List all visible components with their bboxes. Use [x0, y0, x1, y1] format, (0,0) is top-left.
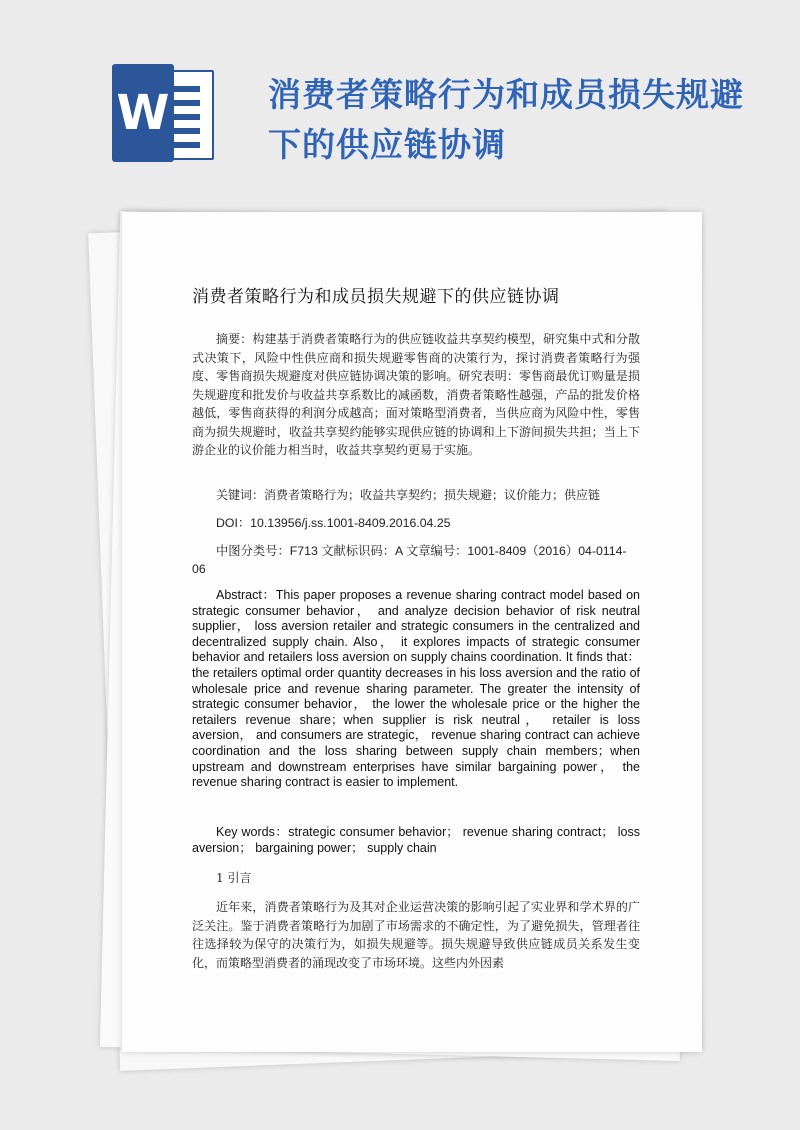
- section-heading: 1 引言: [216, 871, 252, 885]
- abstract-english: Abstract：This paper proposes a revenue sharing contract model based on strategic consumer behavior， and analyze decision behavior of risk neutral supplier， loss aversion retailer and strategic consumers in the centralized and decentralized supply chain. Also， it explores impacts of strategic consumer behavior and retailers loss aversion on supply chains coordination. It finds that： the retailers optimal order quantity decreases in his loss aversion and the ratio of wholesale price and revenue sharing parameter. The greater the intensity of strategic consumer behavior， the lower the wholesale price or the higher the retailers revenue share；when supplier is risk neutral， retailer is loss aversion， and consumers are strategic， revenue sharing contract can achieve coordination and the loss sharing between supply chain members；when upstream and downstream enterprises have similar bargaining power， the revenue sharing contract is easier to implement.: [192, 588, 640, 790]
- keywords-english: Key words：strategic consumer behavior； revenue sharing contract； loss aversion； bargaining power； supply chain: [192, 825, 640, 855]
- banner-title: 消费者策略行为和成员损失规避下的供应链协调: [268, 75, 744, 164]
- word-letter-badge: W: [112, 64, 174, 162]
- word-document-icon: [112, 64, 212, 162]
- keywords-chinese: 关键词：消费者策略行为；收益共享契约；损失规避；议价能力；供应链: [216, 488, 601, 502]
- document-title: 消费者策略行为和成员损失规避下的供应链协调: [192, 287, 560, 307]
- abstract-chinese: 摘要：构建基于消费者策略行为的供应链收益共享契约模型，研究集中式和分散式决策下，风险中性供应商和损失规避零售商的决策行为，探讨消费者策略行为强度、零售商损失规避度对供应链协调决策的影响。研究表明：零售商最优订购量是损失规避度和批发价与收益共享系数比的减函数，消费者策略性越强，产品的批发价格越低，零售商获得的利润分成越高；面对策略型消费者，当供应商为风险中性，零售商为损失规避时，收益共享契约能够实现供应链的协调和上下游间损失共担；当上下游企业的议价能力相当时，收益共享契约更易于实施。: [192, 332, 640, 457]
- header-banner: [0, 0, 800, 200]
- classification-line: 中图分类号：F713 文献标识码：A 文章编号：1001-8409（2016）04-0114-06: [192, 544, 627, 576]
- document-page: [122, 212, 702, 1052]
- intro-paragraph: 近年来，消费者策略行为及其对企业运营决策的影响引起了实业界和学术界的广泛关注。鉴于消费者策略行为加剧了市场需求的不确定性，为了避免损失，管理者往往选择较为保守的决策行为，如损失规避等。损失规避导致供应链成员关系发生变化，而策略型消费者的涌现改变了市场环境。这些内外因素: [192, 900, 640, 970]
- doi-line: DOI：10.13956/j.ss.1001-8409.2016.04.25: [216, 516, 451, 530]
